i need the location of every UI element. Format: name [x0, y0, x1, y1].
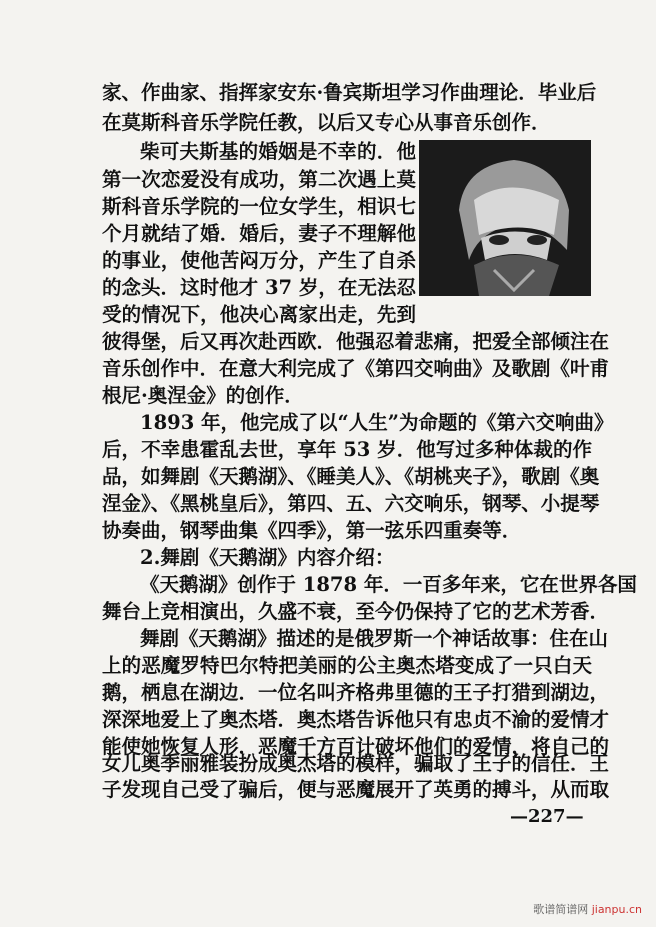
text-line: 家、作曲家、指挥家安东·鲁宾斯坦学习作曲理论．毕业后 [102, 81, 597, 104]
text-line: 在莫斯科音乐学院任教，以后又专心从事音乐创作． [102, 111, 551, 134]
text-line: 的事业，使他苦闷万分，产生了自杀 [102, 249, 416, 272]
text-line: 女儿奥季丽雅装扮成奥杰塔的模样，骗取了王子的信任．王 [102, 752, 610, 775]
text-line: 能使她恢复人形．恶魔千方百计破坏他们的爱情，将自己的 [102, 735, 610, 758]
text-line: 根尼·奥涅金》的创作． [102, 384, 304, 407]
text-line: 子发现自己受了骗后，便与恶魔展开了英勇的搏斗，从而取 [102, 778, 610, 801]
text-line: 舞剧《天鹅湖》描述的是俄罗斯一个神话故事：住在山 [140, 627, 609, 650]
text-line: 深深地爱上了奥杰塔．奥杰塔告诉他只有忠贞不渝的爱情才 [102, 708, 610, 731]
page-number: —227— [510, 806, 584, 827]
portrait-image [419, 140, 591, 296]
text-line: 上的恶魔罗特巴尔特把美丽的公主奥杰塔变成了一只白天 [102, 654, 592, 677]
watermark-cn: 歌谱简谱网 [533, 903, 589, 916]
text-line: 个月就结了婚．婚后，妻子不理解他 [102, 222, 416, 245]
text-line: 1893 年，他完成了以“人生”为命题的《第六交响曲》 [140, 411, 614, 434]
text-line: 彼得堡，后又再次赴西欧．他强忍着悲痛，把爱全部倾注在 [102, 330, 610, 353]
text-line: 涅金》、《黑桃皇后》，第四、五、六交响乐，钢琴、小提琴 [102, 492, 600, 515]
section-heading: 2.舞剧《天鹅湖》内容介绍： [140, 546, 395, 569]
text-line: 斯科音乐学院的一位女学生，相识七 [102, 195, 416, 218]
text-line: 的念头．这时他才 37 岁，在无法忍 [102, 276, 416, 299]
text-line: 柴可夫斯基的婚姻是不幸的．他 [140, 140, 416, 163]
watermark [533, 901, 642, 917]
text-line: 第一次恋爱没有成功，第二次遇上莫 [102, 168, 416, 191]
text-line: 音乐创作中．在意大利完成了《第四交响曲》及歌剧《叶甫 [102, 357, 610, 380]
text-line: 《天鹅湖》创作于 1878 年．一百多年来，它在世界各国 [140, 573, 637, 596]
watermark-url: jianpu.cn [591, 903, 642, 916]
text-line: 鹅，栖息在湖边．一位名叫齐格弗里德的王子打猎到湖边， [102, 681, 610, 704]
text-line: 舞台上竞相演出，久盛不衰，至今仍保持了它的艺术芳香． [102, 600, 610, 623]
text-line: 后，不幸患霍乱去世，享年 53 岁．他写过多种体裁的作 [102, 438, 592, 461]
text-line: 受的情况下，他决心离家出走，先到 [102, 303, 416, 326]
text-line: 品，如舞剧《天鹅湖》、《睡美人》、《胡桃夹子》，歌剧《奥 [102, 465, 600, 488]
text-line: 协奏曲，钢琴曲集《四季》，第一弦乐四重奏等． [102, 519, 522, 542]
